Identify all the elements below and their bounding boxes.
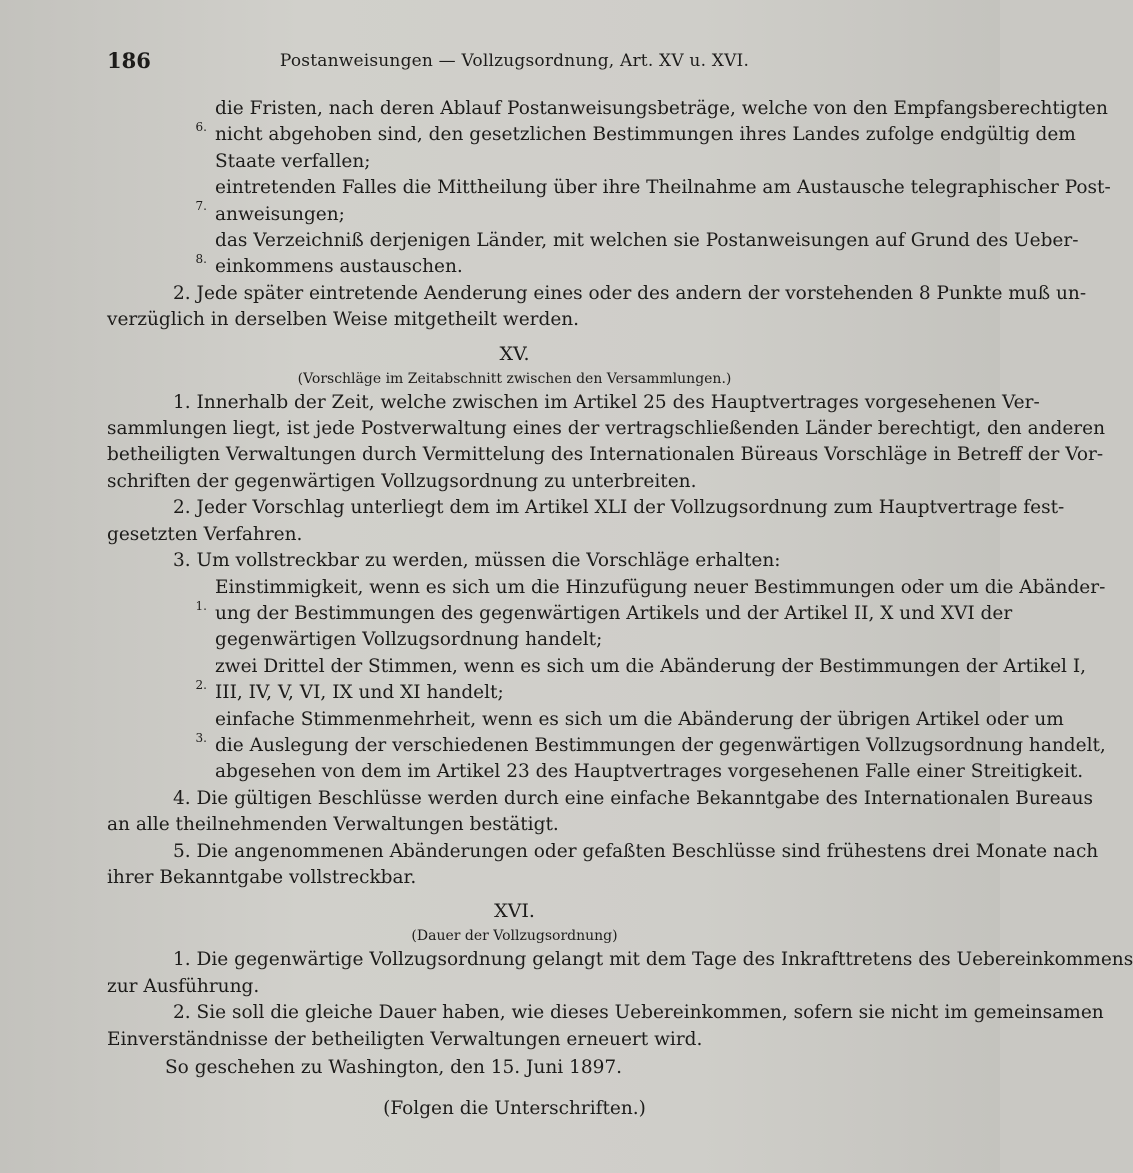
item-number: 3.	[195, 730, 207, 745]
running-title: Postanweisungen — Vollzugsordnung, Art. XV u. XVI.	[279, 51, 750, 71]
paragraph-line: an alle theilnehmenden Verwaltungen bestätigt.	[107, 814, 559, 836]
paragraph-line: schriften der gegenwärtigen Vollzugsordnung zu unterbreiten.	[107, 470, 697, 492]
item-line: abgesehen von dem im Artikel 23 des Hauptvertrages vorgesehenen Falle einer Streitigkeit.	[215, 761, 1084, 783]
paragraph	[107, 390, 1106, 496]
paragraph-line: 2. Jeder Vorschlag unterliegt dem im Artikel XLI der Vollzugsordnung zum Hauptvertrage fest-	[173, 497, 1065, 519]
paragraph-line: ihrer Bekanntgabe vollstreckbar.	[107, 866, 417, 888]
section-heading: XV.	[499, 342, 530, 365]
paragraph-line: 1. Die gegenwärtige Vollzugsordnung gelangt mit dem Tage des Inkrafttretens des Uebereinkommens	[173, 949, 1133, 971]
item-number: 8.	[195, 252, 207, 267]
paragraph	[107, 495, 1065, 548]
item-number: 2.	[195, 677, 207, 692]
item-line: die Auslegung der verschiedenen Bestimmungen der gegenwärtigen Vollzugsordnung handelt,	[215, 734, 1106, 756]
item-number: 1.	[195, 598, 207, 613]
paragraph	[107, 1000, 1104, 1053]
paragraph	[107, 947, 1133, 1000]
page-number: 186	[107, 48, 151, 73]
paragraph-line: 5. Die angenommenen Abänderungen oder gefaßten Beschlüsse sind frühestens drei Monate nach	[173, 840, 1099, 862]
item-line: einfache Stimmenmehrheit, wenn es sich um die Abänderung der übrigen Artikel oder um	[215, 708, 1064, 730]
section-subheading: (Vorschläge im Zeitabschnitt zwischen den Versammlungen.)	[297, 370, 732, 387]
place-and-date: So geschehen zu Washington, den 15. Juni 1897.	[165, 1057, 623, 1078]
paragraph	[107, 839, 1099, 892]
section-heading: XVI.	[494, 900, 535, 923]
document-body	[107, 96, 1133, 1123]
closing-note: (Folgen die Unterschriften.)	[383, 1098, 646, 1120]
item-line: die Fristen, nach deren Ablauf Postanweisungsbeträge, welche von den Empfangsberechtigten	[215, 98, 1108, 119]
paragraph	[107, 281, 1087, 334]
item-line: einkommens austauschen.	[215, 256, 463, 278]
item-line: gegenwärtigen Vollzugsordnung handelt;	[215, 629, 603, 651]
list-item	[107, 96, 1108, 175]
paragraph-line: 2. Sie soll die gleiche Dauer haben, wie dieses Uebereinkommen, sofern sie nicht im gemeinsamen	[173, 1002, 1104, 1024]
list-item	[107, 707, 1106, 786]
paragraph	[107, 786, 1094, 839]
paragraph-line: 4. Die gültigen Beschlüsse werden durch eine einfache Bekanntgabe des Internationalen Bureaus	[173, 787, 1094, 809]
item-line: III, IV, V, VI, IX und XI handelt;	[215, 682, 504, 704]
item-line: Staate verfallen;	[215, 150, 371, 172]
item-line: Einstimmigkeit, wenn es sich um die Hinzufügung neuer Bestimmungen oder um die Abänder-	[215, 576, 1106, 598]
list-item	[107, 175, 1111, 228]
item-line: ung der Bestimmungen des gegenwärtigen Artikels und der Artikel II, X und XVI der	[215, 602, 1013, 624]
paragraph-line: verzüglich in derselben Weise mitgetheilt werden.	[107, 309, 580, 331]
item-line: nicht abgehoben sind, den gesetzlichen Bestimmungen ihres Landes zufolge endgültig dem	[215, 124, 1076, 146]
paragraph-line: Einverständnisse der betheiligten Verwaltungen erneuert wird.	[107, 1028, 703, 1050]
list-item	[107, 575, 1106, 654]
page-header	[107, 48, 922, 78]
list-item	[107, 228, 1079, 281]
section-subheading: (Dauer der Vollzugsordnung)	[411, 928, 618, 945]
list-item	[107, 654, 1087, 707]
paragraph-line: gesetzten Verfahren.	[107, 523, 303, 545]
item-line: zwei Drittel der Stimmen, wenn es sich um die Abänderung der Bestimmungen der Artikel I,	[215, 655, 1087, 677]
item-number: 7.	[195, 199, 207, 214]
paragraph-line: betheiligten Verwaltungen durch Vermittelung des Internationalen Büreaus Vorschläge in Betreff der Vor-	[107, 444, 1104, 466]
paragraph-line: sammlungen liegt, ist jede Postverwaltung eines der vertragschließenden Länder berechtigt, den anderen	[107, 418, 1106, 440]
item-line: eintretenden Falles die Mittheilung über ihre Theilnahme am Austausche telegraphischer Post-	[215, 177, 1111, 199]
item-line: das Verzeichniß derjenigen Länder, mit welchen sie Postanweisungen auf Grund des Ueber-	[215, 230, 1079, 252]
paragraph-line: zur Ausführung.	[107, 975, 260, 997]
paragraph-line: 3. Um vollstreckbar zu werden, müssen die Vorschläge erhalten:	[173, 550, 781, 572]
item-line: anweisungen;	[215, 203, 345, 225]
paragraph-line: 2. Jede später eintretende Aenderung eines oder des andern der vorstehenden 8 Punkte muß un-	[173, 282, 1087, 304]
paragraph-line: 1. Innerhalb der Zeit, welche zwischen im Artikel 25 des Hauptvertrages vorgesehenen Ver-	[173, 391, 1040, 413]
paragraph	[107, 548, 922, 574]
item-number: 6.	[195, 120, 207, 134]
